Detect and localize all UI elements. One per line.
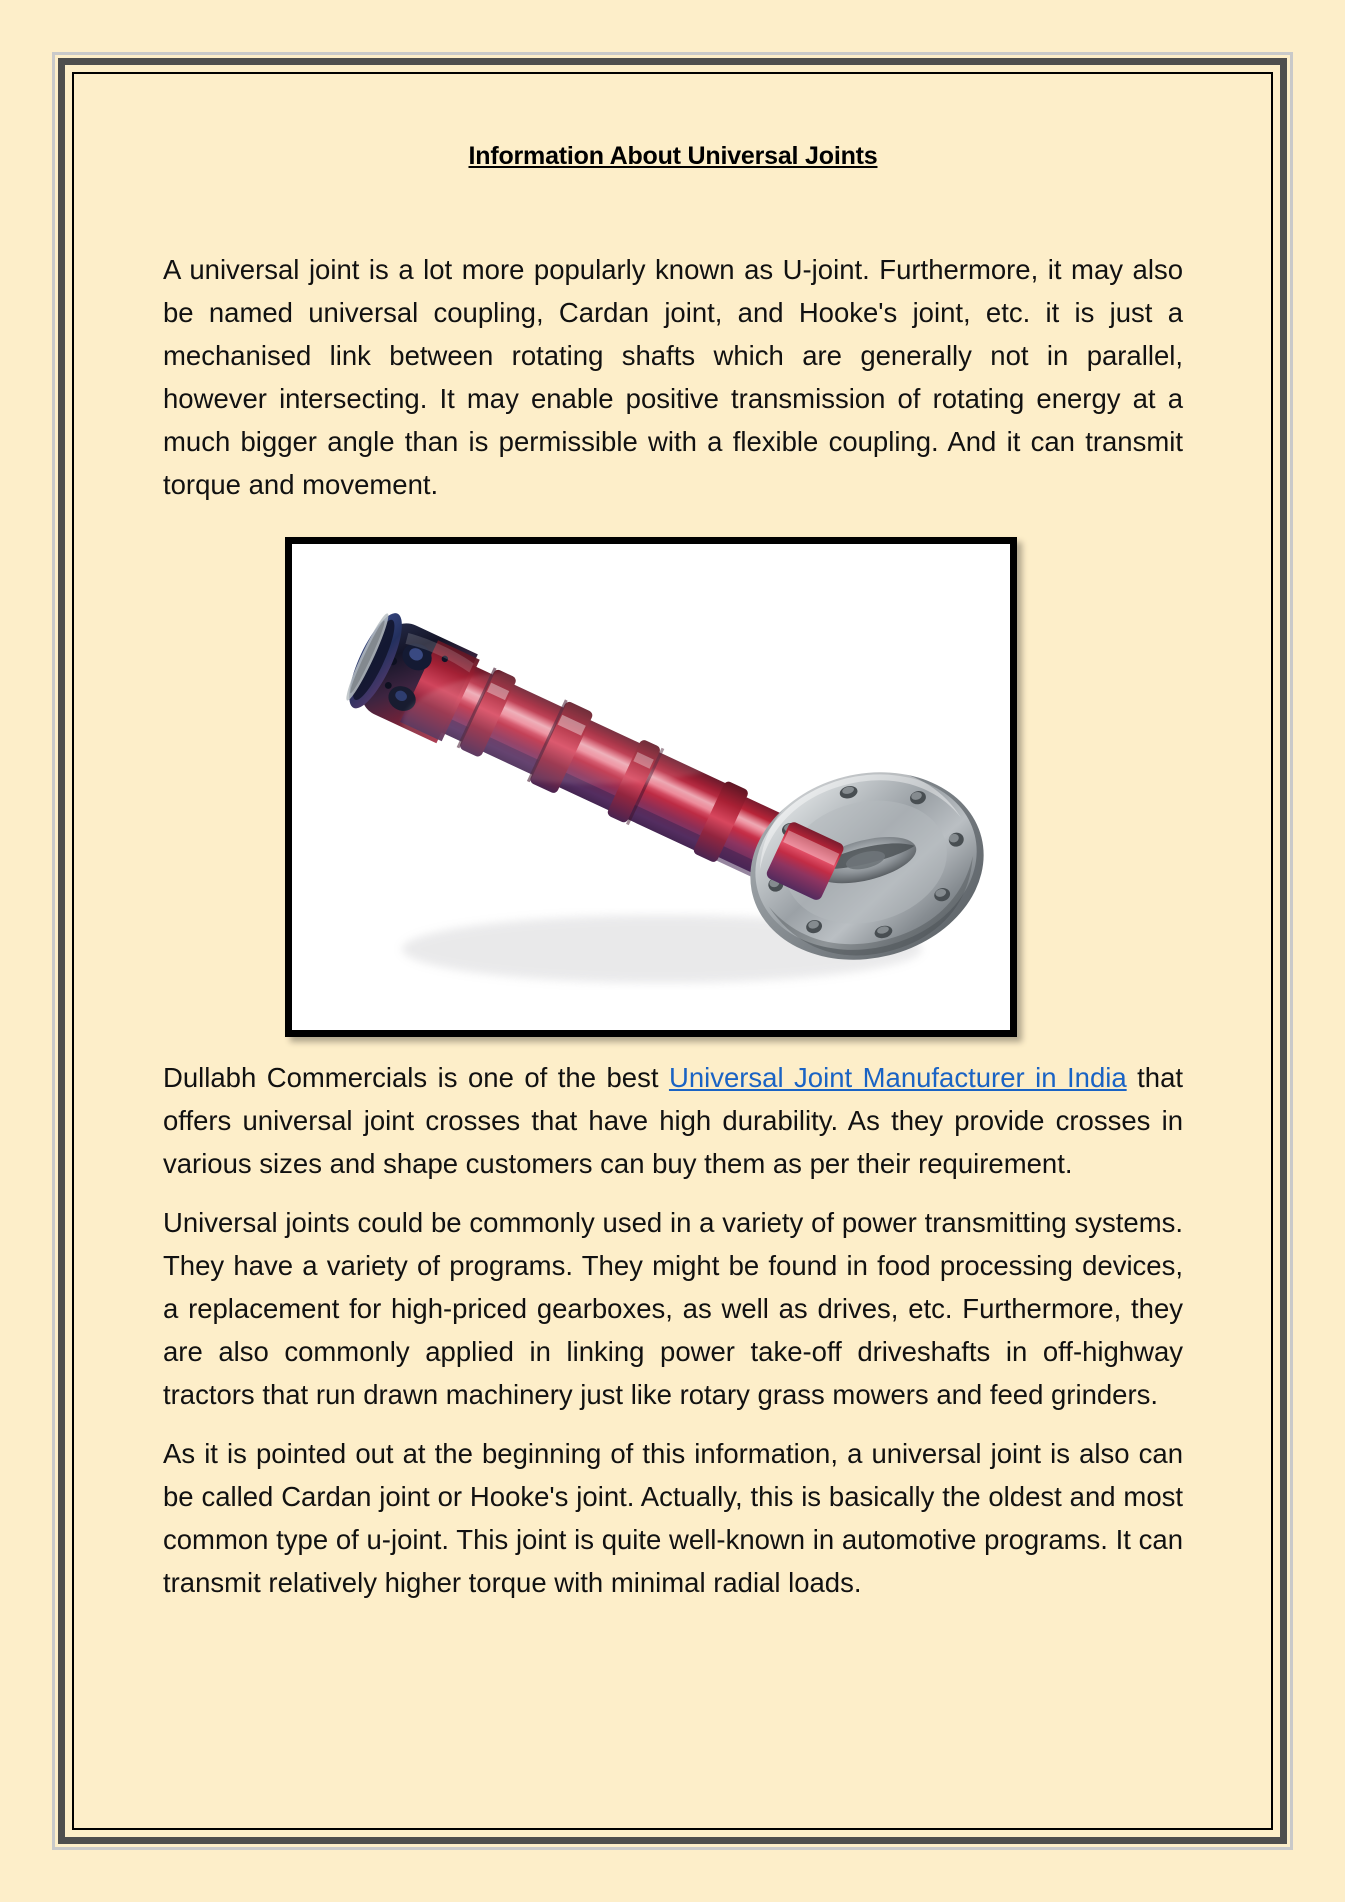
figure-container: [163, 537, 1183, 1042]
paragraph-cardan-hooke: As it is pointed out at the beginning of this information, a universal joint is also can be called Cardan joint or Hooke's joint. Actually, this is basically the oldest and most common type of u-joint. This joint is quite well-known in automotive programs. It can transmit relatively higher torque with minimal radial loads.: [163, 1438, 1183, 1598]
paragraph-manufacturer-prefix: Dullabh Commercials is one of the best: [163, 1062, 669, 1093]
paragraph-manufacturer-suffix: that offers universal joint crosses that have high durability. As they provide crosses in various sizes and shape customers can buy them as per their requirement.: [163, 1062, 1184, 1179]
document-content: [163, 120, 1183, 1604]
paragraph-intro: A universal joint is a lot more popularly known as U-joint. Furthermore, it may also be named universal coupling, Cardan joint, and Hooke's joint, etc. it is just a mechanised link between rotating shafts which are generally not in parallel, however intersecting. It may enable positive transmission of rotating energy at a much bigger angle than is permissible with a flexible coupling. And it can transmit torque and movement.: [163, 254, 1183, 500]
paragraph-applications: Universal joints could be commonly used in a variety of power transmitting systems. They have a variety of programs. They might be found in food processing devices, a replacement for high-priced gearboxes, as well as drives, etc. Furthermore, they are also commonly applied in linking power take-off driveshafts in off-highway tractors that run drawn machinery just like rotary grass mowers and feed grinders.: [163, 1207, 1183, 1410]
universal-joint-figure: [285, 537, 1017, 1037]
universal-joint-manufacturer-link[interactable]: Universal Joint Manufacturer in India: [668, 1062, 1127, 1093]
page-title: Information About Universal Joints: [468, 142, 878, 170]
universal-joint-photo: [292, 544, 1010, 1030]
paragraph-manufacturer: [163, 1056, 1183, 1185]
